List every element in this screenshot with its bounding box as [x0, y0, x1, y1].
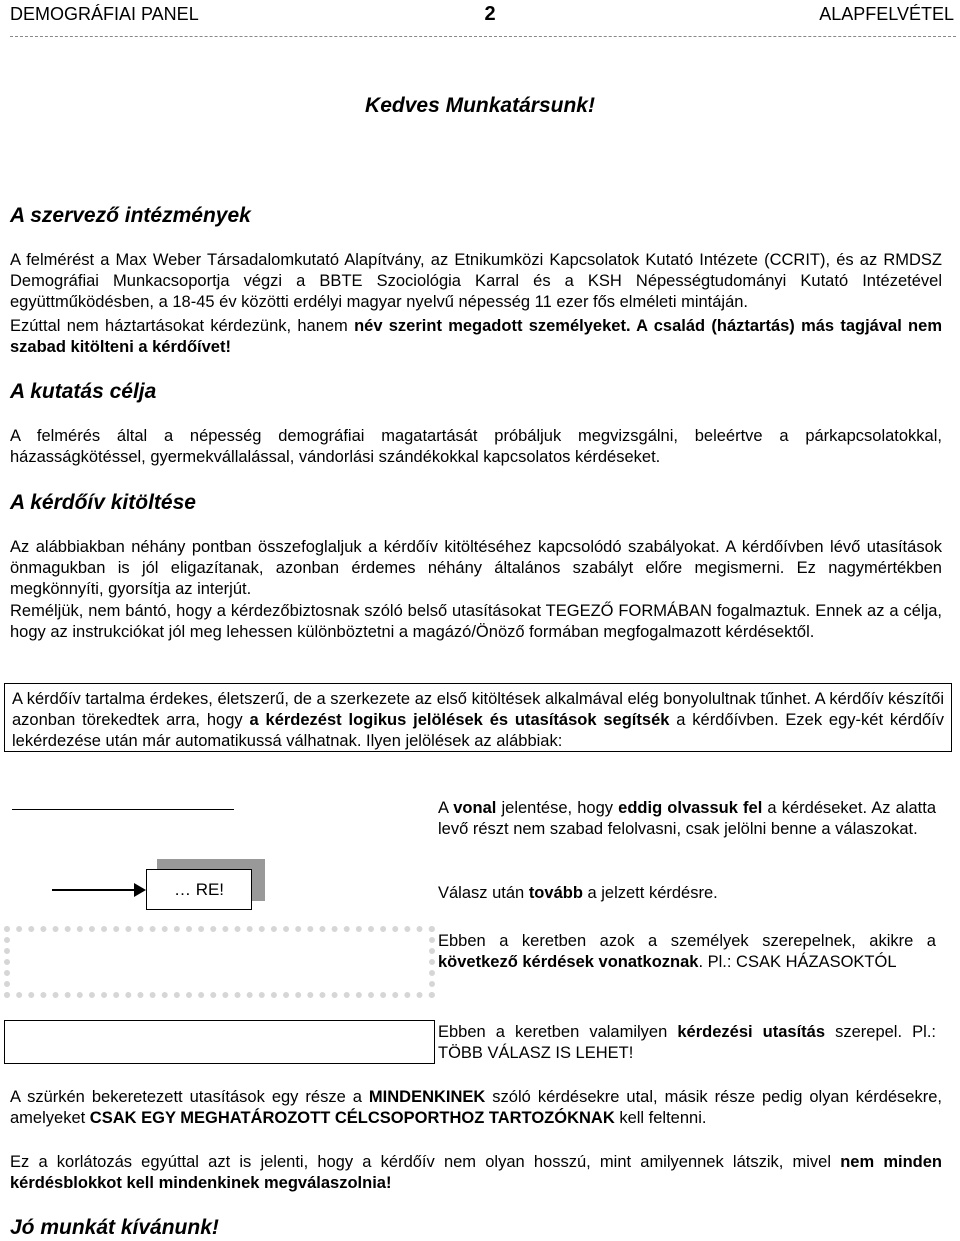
gray-frame-sample: [4, 926, 435, 998]
arrow-icon: [52, 889, 138, 891]
legend-gray-frame-description: Ebben a keretben azok a személyek szerepelnek, akikre a következő kérdések vonatkoznak. Pl.: CSAK HÁZASOKTÓL: [438, 932, 936, 971]
re-box-sample: … RE!: [146, 869, 252, 910]
structure-notice-text: A kérdőív tartalma érdekes, életszerű, de a szerkezete az első kitöltések alkalmával elég bonyolultnak tűnhet. A kérdőív készítői azonban törekedtek arra, hogy a kérdezést logikus jelölések és utasítások segítsék a kérdőívben. Ezek egy-két kérdőív lekérdezése után már automatikussá válhatnak. Ilyen jelölések az alábbiak:: [12, 690, 944, 750]
section-title-filling: A kérdőív kitöltése: [10, 491, 196, 514]
organizers-note: Ezúttal nem háztartásokat kérdezünk, hanem név szerint megadott személyeket. A család (háztartás) más tagjával nem szabad kitölteni a kérdőívet!: [10, 317, 942, 356]
header-left: DEMOGRÁFIAI PANEL: [10, 4, 199, 24]
arrow-head-icon: [134, 883, 146, 897]
line-marker-sample: [12, 809, 234, 810]
section-title-organizers: A szervező intézmények: [10, 204, 251, 227]
filling-paragraph: Az alábbiakban néhány pontban összefoglaljuk a kérdőív kitöltéséhez kapcsolódó szabályokat. A kérdőívben lévő utasítások önmagukban is jól eligazítanak, azonban érdemes néhány általános szabályt előre megismerni. Ez nagymértékben megkönnyíti, gyorsítja az interjút.: [10, 538, 942, 598]
header-right: ALAPFELVÉTEL: [819, 4, 954, 24]
filling-note: Reméljük, nem bántó, hogy a kérdezőbiztosnak szóló belső utasításokat TEGEZŐ FORMÁBAN fogalmaztuk. Ennek az a célja, hogy az instrukciókat jól meg lehessen különböztetni a magázó/Önöző formában megfogalmazott kérdésektől.: [10, 602, 942, 641]
legend-arrow-description: Válasz után tovább a jelzett kérdésre.: [438, 884, 718, 902]
signoff: Jó munkát kívánunk!: [10, 1216, 219, 1239]
closing-paragraph-2: Ez a korlátozás egyúttal azt is jelenti, hogy a kérdőív nem olyan hosszú, mint amilyennek látszik, mivel nem minden kérdésblokkot kell mindenkinek megválaszolnia!: [10, 1153, 942, 1192]
structure-notice-box: [4, 683, 952, 752]
legend-line-description: A vonal jelentése, hogy eddig olvassuk fel a kérdéseket. Az alatta levő részt nem szabad felolvasni, csak jelölni benne a válaszokat.: [438, 799, 936, 838]
header-divider: [10, 36, 956, 37]
section-title-goal: A kutatás célja: [10, 380, 157, 403]
organizers-paragraph: A felmérést a Max Weber Társadalomkutató Alapítvány, az Etnikumközi Kapcsolatok Kutató Intézete (CCRIT), és az RMDSZ Demográfiai Munkacsoportja végzi a BBTE Szociológia Karral és a KSH Népességtudományi Kutató Intézetével együttműködésben, a 18-45 év közötti erdélyi magyar nyelvű népesség 11 ezer fős elméleti mintáján.: [10, 251, 942, 311]
legend-plain-frame-description: Ebben a keretben valamilyen kérdezési utasítás szerepel. Pl.: TÖBB VÁLASZ IS LEHET!: [438, 1023, 936, 1062]
page-number: 2: [484, 3, 496, 25]
closing-paragraph-1: A szürkén bekeretezett utasítások egy része a MINDENKINEK szóló kérdésekre utal, másik része pedig olyan kérdésekre, amelyeket CSAK EGY MEGHATÁROZOTT CÉLCSOPORTHOZ TARTOZÓKNAK kell feltenni.: [10, 1088, 942, 1127]
goal-paragraph: A felmérés által a népesség demográfiai magatartását próbáljuk megvizsgálni, beleértve a párkapcsolatokkal, házasságkötéssel, gyermekvállalással, vándorlási szándékokkal kapcsolatos kérdéseket.: [10, 427, 942, 466]
plain-frame-sample: [4, 1020, 435, 1064]
greeting: Kedves Munkatársunk!: [365, 94, 595, 117]
